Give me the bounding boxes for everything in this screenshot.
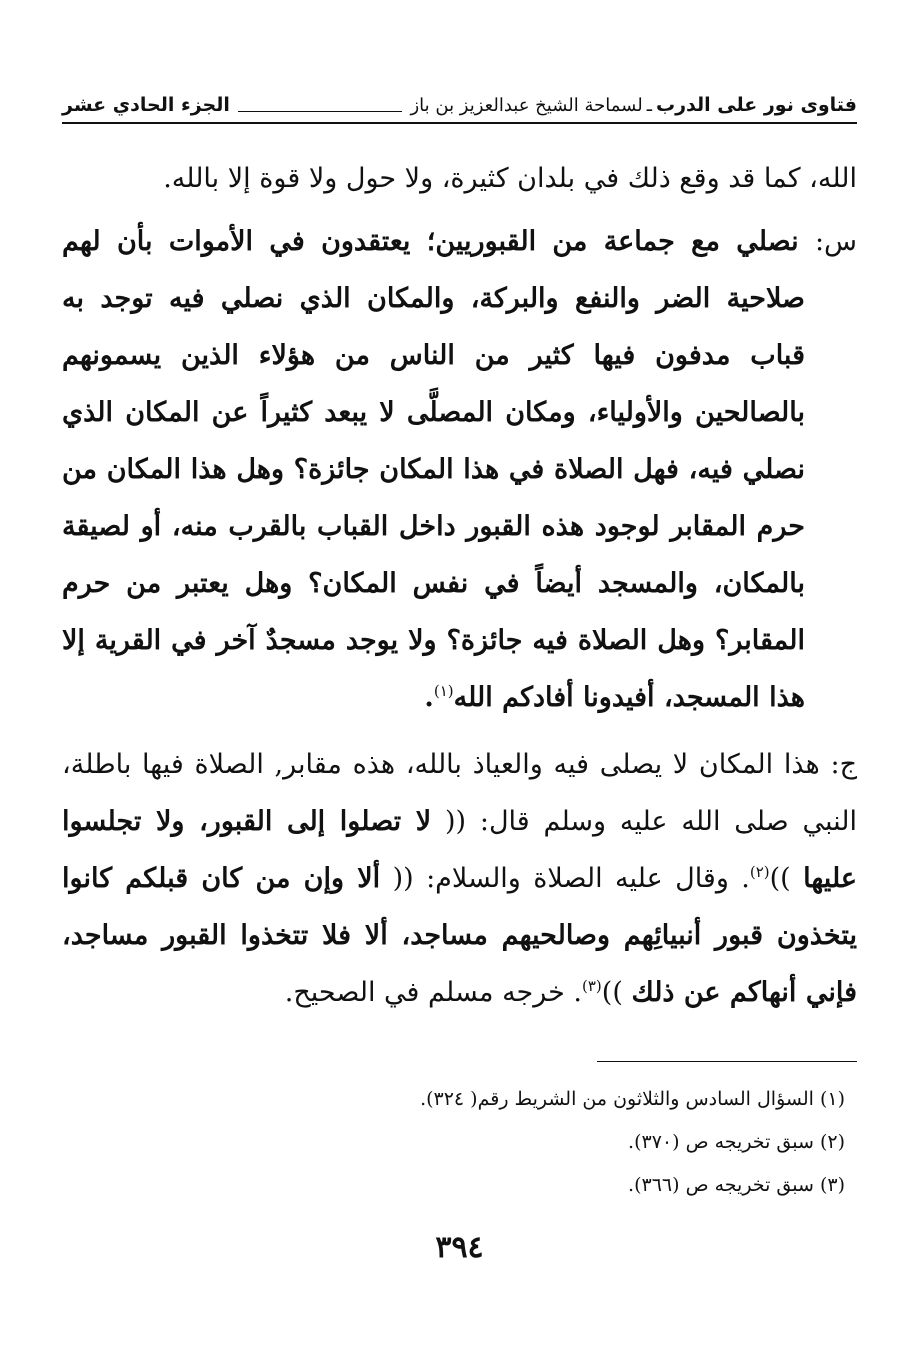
footnote-2: (٢) سبق تخريجه ص (٣٧٠). — [628, 1131, 845, 1153]
question-label: س: — [814, 226, 857, 257]
question-paragraph — [62, 213, 857, 726]
answer-label: ج: — [830, 749, 857, 780]
intro-paragraph: الله، كما قد وقع ذلك في بلدان كثيرة، ولا حول ولا قوة إلا بالله. — [163, 163, 857, 194]
footnote-ref-1[interactable]: (١) — [433, 682, 454, 700]
answer-part-2: . وقال عليه الصلاة والسلام: — [426, 863, 750, 894]
header-dash-line — [238, 110, 403, 112]
header-title-group — [410, 94, 857, 116]
book-page — [62, 0, 857, 1356]
running-header — [62, 88, 857, 124]
header-series-title: فتاوى نور على الدرب — [656, 94, 857, 116]
body-text — [62, 150, 857, 1021]
footnote-ref-3[interactable]: (٣) — [582, 977, 602, 995]
page-number: ٣٩٤ — [435, 1230, 484, 1265]
hadith-quote-1: لا تصلوا إلى القبور، ولا تجلسوا عليها — [62, 806, 857, 894]
quote-1-open: (( — [444, 806, 467, 837]
footnote-ref-2[interactable]: (٢) — [749, 863, 770, 881]
question-end: . — [424, 682, 434, 713]
footnotes — [62, 1078, 857, 1207]
header-separator: ـ — [646, 94, 652, 116]
answer-paragraph — [62, 736, 857, 1021]
hadith-quote-2: ألا وإن من كان قبلكم كانوا يتخذون قبور أنبيائِهم وصالحيهم مساجد، ألا فلا تتخذوا القبور مساجد، فإني أنهاكم عن ذلك — [62, 863, 857, 1008]
footnote-1: (١) السؤال السادس والثلاثون من الشريط رقم( ٣٢٤). — [420, 1088, 845, 1110]
header-volume: الجزء الحادي عشر — [62, 94, 230, 116]
question-text: نصلي مع جماعة من القبوريين؛ يعتقدون في الأموات بأن لهم صلاحية الضر والنفع والبركة، والمكان الذي نصلي فيه توجد به قباب مدفون فيها كثير من الناس من هؤلاء الذين يسمونهم بالصالحين والأولياء، ومكان المصلَّى لا يبعد كثيراً عن المكان الذي نصلي فيه، فهل الصلاة في هذا المكان جائزة؟ وهل هذا المكان من حرم المقابر لوجود هذه القبور داخل القباب بالقرب منه، أو لصيقة بالمكان، والمسجد أيضاً في نفس المكان؟ وهل يعتبر من حرم المقابر؟ وهل الصلاة فيه جائزة؟ ولا يوجد مسجدٌ آخر في القرية إلا هذا المسجد، أفيدونا أفادكم الله — [62, 226, 805, 713]
answer-part-3: . خرجه مسلم في الصحيح. — [284, 977, 582, 1008]
footnote-3: (٣) سبق تخريجه ص (٣٦٦). — [628, 1174, 845, 1196]
quote-2-close: )) — [601, 977, 623, 1008]
answer-part-1: هذا المكان لا يصلى فيه والعياذ بالله، هذه مقابر, الصلاة فيها باطلة، النبي صلى الله عليه وسلم قال: — [62, 749, 857, 837]
quote-2-open: (( — [392, 863, 414, 894]
footnote-divider — [597, 1061, 857, 1062]
quote-1-close: )) — [769, 863, 791, 894]
header-author: لسماحة الشيخ عبدالعزيز بن باز — [410, 94, 643, 116]
